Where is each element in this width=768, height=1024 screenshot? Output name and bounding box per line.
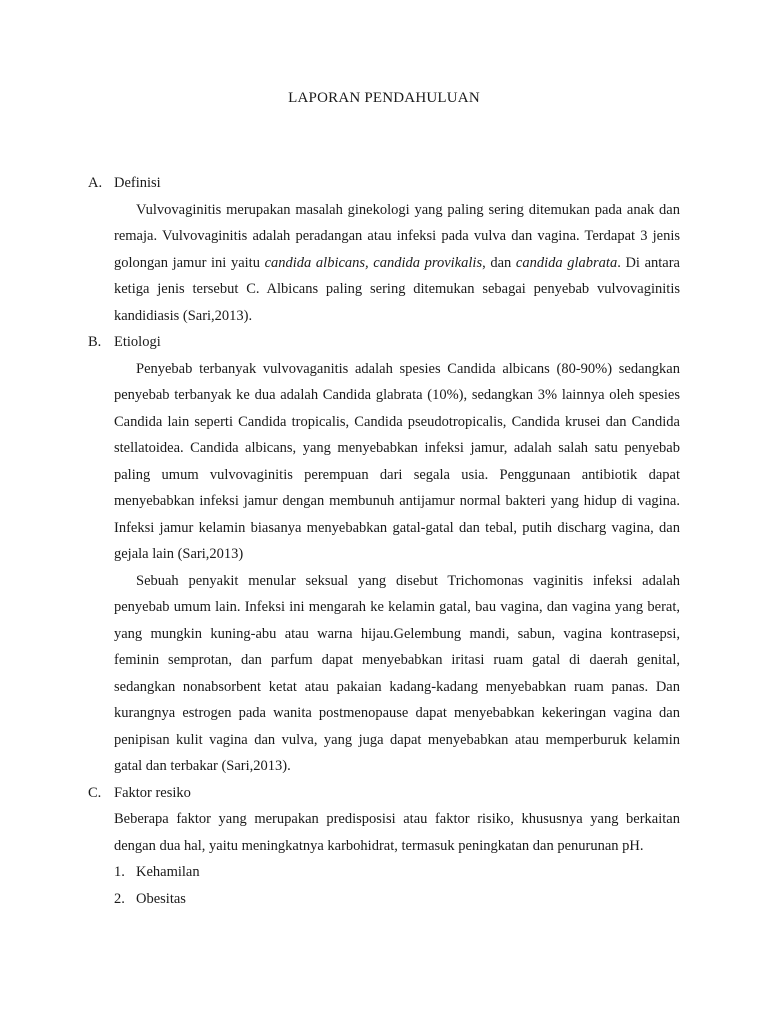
document-title: LAPORAN PENDAHULUAN [288,90,480,106]
list-item-label: Kehamilan [136,864,200,880]
section-heading [88,780,680,807]
section-letter: A. [88,175,103,191]
italic-text-run: candida glabrata [515,254,618,271]
section-heading [88,329,680,356]
document-body [88,170,680,912]
risk-factor-list [114,859,680,912]
list-number: 2. [114,890,125,907]
italic-text-run: candida albicans, candida provikalis [264,254,483,271]
paragraph [114,356,680,568]
list-item [114,886,680,913]
paragraph [114,568,680,780]
text-run: Penyebab terbanyak vulvovaganitis adalah spesies Candida albicans (80-90%) sedangkan penyebab terbanyak ke dua adalah Candida glabrata (10%), sedangkan 3% lainnya oleh spesies Candida lain seperti Candida tropicalis, Candida pseudotropicalis, Candida krusei dan Candida stellatoidea. Candida albicans, yang menyebabkan infeksi jamur, adalah salah satu penyebab paling umum vulvovaginitis perempuan dari segala usia. Penggunaan antibiotik dapat menyebabkan infeksi jamur dengan membunuh antijamur normal bakteri yang hidup di vagina. Infeksi jamur kelamin biasanya menyebabkan gatal-gatal dan tebal, putih discharg vagina, dan gejala lain (Sari,2013) [114,360,680,562]
section-title: Definisi [114,175,161,191]
text-run: . Di antara ketiga jenis tersebut C. Albicans paling sering ditemukan sebagai penyebab vulvovaginitis kandidiasis (Sari,2013). [114,254,680,324]
text-run: Vulvovaginitis merupakan masalah ginekologi yang paling sering ditemukan pada anak dan remaja. Vulvovaginitis adalah peradangan atau infeksi pada vulva dan vagina. Terdapat 3 jenis golongan jamur ini yaitu [114,201,680,271]
paragraph [114,197,680,330]
section-faktor-resiko [88,780,680,913]
section-letter: B. [88,334,102,350]
list-item-label: Obesitas [136,890,186,907]
section-definisi [88,170,680,329]
text-run: Sebuah penyakit menular seksual yang disebut Trichomonas vaginitis infeksi adalah penyebab umum lain. Infeksi ini mengarah ke kelamin gatal, bau vagina, dan vagina yang berat, yang mungkin kuning-abu atau warna hijau.Gelembung mandi, sabun, vagina kontrasepsi, feminin semprotan, dan parfum dapat menyebabkan iritasi ruam gatal di daerah genital, sedangkan nonabsorbent ketat atau pakaian kadang-kadang menyebabkan ruam panas. Dan kurangnya estrogen pada wanita postmenopause dapat menyebabkan kekeringan vagina dan penipisan kulit vagina dan vulva, yang juga dapat menyebabkan atau memperburuk kelamin gatal dan terbakar (Sari,2013). [114,572,680,774]
section-etiologi [88,329,680,780]
list-number: 1. [114,864,125,880]
section-title: Etiologi [114,334,161,350]
paragraph: Beberapa faktor yang merupakan predisposisi atau faktor risiko, khususnya yang berkaitan dengan dua hal, yaitu meningkatnya karbohidrat, termasuk peningkatan dan penurunan pH. [114,811,680,854]
list-item [114,859,680,886]
text-run: , dan [482,254,516,271]
section-letter: C. [88,784,102,801]
section-heading [88,170,680,197]
section-title: Faktor resiko [114,784,191,801]
